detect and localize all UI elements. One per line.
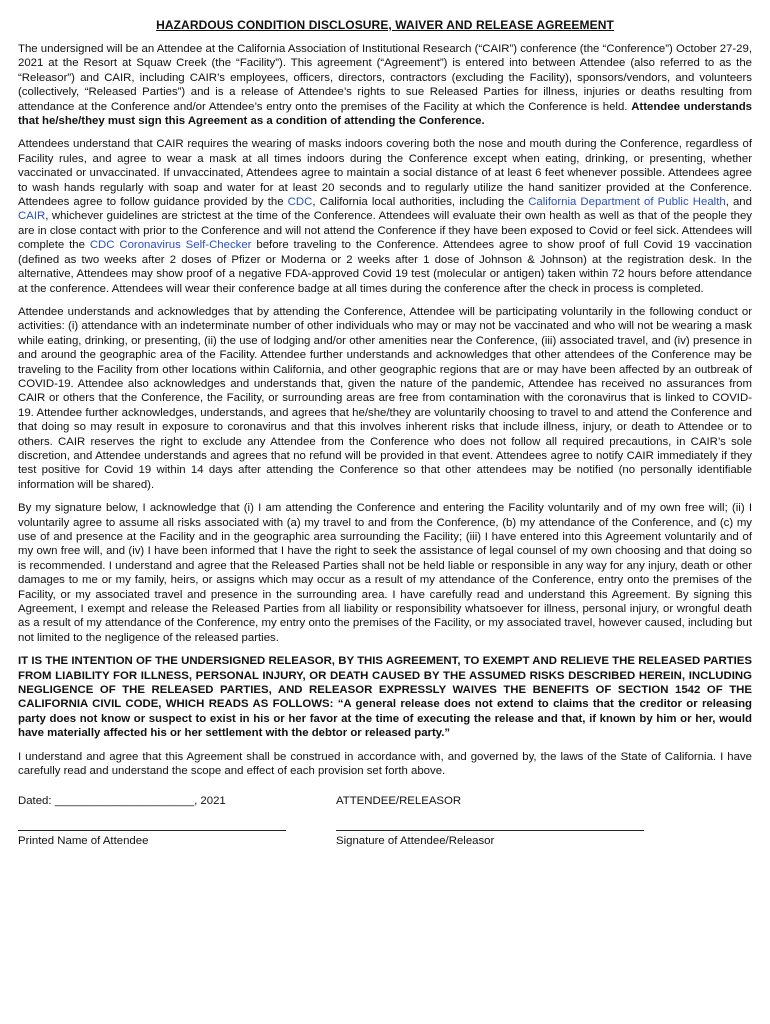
signature-label: Signature of Attendee/Releasor (336, 834, 495, 847)
signature-labels (18, 835, 752, 847)
paragraph-intro (18, 42, 752, 128)
dated-field[interactable]: Dated: ______________________, 2021 (18, 794, 226, 807)
paragraph-release-intention: IT IS THE INTENTION OF THE UNDERSIGNED RELEASOR, BY THIS AGREEMENT, TO EXEMPT AND RELIEVE THE RELEASED PARTIES FROM LIABILITY FOR ILLNESS, PERSONAL INJURY, OR DEATH CAUSED BY THE ASSUMED RISKS DESCRIBED HEREIN, INCLUDING NEGLIGENCE OF THE RELEASED PARTIES, AND RELEASOR EXPRESSLY WAIVES THE BENEFITS OF SECTION 1542 OF THE CALIFORNIA CIVIL CODE, WHICH READS AS FOLLOWS: “A general release does not extend to claims that the creditor or releasing party does not know or suspect to exist in his or her favor at the time of executing the release and that, if known by him or her, would have materially affected his or her settlement with the debtor or released party.” (18, 655, 752, 740)
masks-text-e: before traveling to the Conference. Attendees agree to show proof of full Covid 19 vaccination (defined as two weeks after 2 doses of Pfizer or Moderna or 2 weeks after 1 dose of Johnson & Johnson) at the registration desk. In the alternative, Attendees may show proof of a negative FDA-approved Covid 19 test (molecular or antigen) taken within 72 hours before attendance at the conference. Attendees will wear their conference badge at all times during the conference after the check in process is completed. (18, 239, 752, 295)
paragraph-masks (18, 137, 752, 295)
masks-text-d: , whichever guidelines are strictest at the time of the Conference. Attendees will evaluate their own health as well as that of the people they are in close contact with prior to the Conference and will not attend the Conference if they have been exposed to Covid or feel sick. Attendees will complete the (18, 210, 752, 252)
signature-lines (18, 829, 752, 831)
paragraph-signature-terms: By my signature below, I acknowledge that (i) I am attending the Conference and entering the Facility voluntarily and of my own free will; (ii) I voluntarily agree to assume all risks associated with (a) my travel to and from the Conference, (b) my attendance of the Conference, and (c) my use of and presence at the Facility and in the geographic area surrounding the Facility; (iii) I have entered into this Agreement voluntarily and of my own free will, and (iv) I have been informed that I have the right to seek the assistance of legal counsel of my own choosing and that doing so is recommended. I understand and agree that the Released Parties shall not be held liable or responsible in any way for any injury, death or other damages to me or my family, heirs, or assigns which may occur as a result of my attendance of the Conference, entry onto the premises of the Facility, or my associated travel and presence in the surrounding area. I have carefully read and understand this Agreement. By signing this Agreement, I exempt and release the Released Parties from all liability or responsibility whatsoever for illness, personal injury, or wrongful death as a result of my attendance of the Conference, my entry onto the premises of the Facility, or my associated travel, however caused, including but not limited to the negligence of the released parties. (18, 502, 752, 644)
document-title: HAZARDOUS CONDITION DISCLOSURE, WAIVER AND RELEASE AGREEMENT (156, 18, 614, 32)
intro-text: The undersigned will be an Attendee at the California Association of Institutional Research (“CAIR”) conference (the “Conference”) October 27-29, 2021 at the Resort at Squaw Creek (the “Facility”). This agreement (“Agreement”) is entered into between Attendee (also referred to as the “Releasor”) and CAIR, including CAIR’s employees, officers, directors, contractors (excluding the Facility), sponsors/vendors, and volunteers (collectively, “Released Parties”) and is a release of Attendee’s rights to sue Released Parties for illness, injuries or deaths resulting from attendance at the Conference and/or Attendee’s entry onto the premises of the Facility at which the Conference is held. (18, 43, 752, 113)
attendee-releasor-heading: ATTENDEE/RELEASOR (336, 794, 462, 807)
signature-line[interactable] (336, 829, 644, 831)
link-cair[interactable]: CAIR (18, 210, 46, 223)
link-cdc-self-checker[interactable]: CDC Coronavirus Self-Checker (89, 239, 252, 252)
dated-row (18, 795, 752, 807)
masks-text-b: , California local authorities, including the (312, 196, 529, 209)
printed-name-line[interactable] (18, 829, 286, 831)
link-cdc[interactable]: CDC (287, 196, 313, 209)
intro-bold-condition: Attendee understands that he/she/they must sign this Agreement as a condition of attending the Conference. (18, 100, 752, 128)
masks-text-c: , and (725, 196, 752, 209)
paragraph-acknowledgement: Attendee understands and acknowledges that by attending the Conference, Attendee will be participating voluntarily in the following conduct or activities: (i) attendance with an indeterminate number of other individuals who may or may not be vaccinated and who will not be wearing a mask while eating, drinking, or presenting, (ii) the use of lodging and/or other amenities near the Conference, (iii) associated travel, and (iv) presence in and around the geographic area of the Facility. Attendee further understands and acknowledges that other attendees of the Conference may be traveling to the Facility from other locations within California, and other geographic regions that are or may have been affected by an outbreak of COVID-19. Attendee also acknowledges and understands that, given the nature of the pandemic, Attendee has received no assurances from CAIR or others that the Conference, the Facility, or surrounding areas are free from contamination with the coronavirus that is linked to COVID-19. Attendee further acknowledges, understands, and agrees that he/she/they are voluntarily choosing to travel to and attend the Conference and that doing so may result in exposure to coronavirus and that this involves inherent risks that include illness, injury, or death to Attendee or to others. CAIR reserves the right to exclude any Attendee from the Conference who does not follow all required precautions, in CAIR’s sole discretion, and Attendee understands and agrees that no refund will be provided in that event. Attendees agree to notify CAIR immediately if they test positive for Covid 19 within 14 days after attending the Conference so that other attendees may be notified (no personally identifiable information will be shared). (18, 305, 752, 491)
paragraph-governing-law: I understand and agree that this Agreement shall be construed in accordance with, and governed by, the laws of the State of California. I have carefully read and understand the scope and effect of each provision set forth above. (18, 750, 752, 778)
link-cdph[interactable]: California Department of Public Health (528, 196, 726, 209)
masks-text-a: Attendees understand that CAIR requires the wearing of masks indoors covering both the nose and mouth during the Conference, regardless of Facility rules, and agree to wear a mask at all times indoors during the Conference except when eating, drinking, or presenting, whether vaccinated or unvaccinated. If unvaccinated, Attendees agree to maintain a social distance of at least 6 feet whenever possible. Attendees agree to wash hands regularly with soap and water for at least 20 seconds and to regularly utilize the hand sanitizer provided at the Conference. Attendees agree to follow guidance provided by the (18, 138, 752, 209)
printed-name-label: Printed Name of Attendee (18, 834, 149, 847)
